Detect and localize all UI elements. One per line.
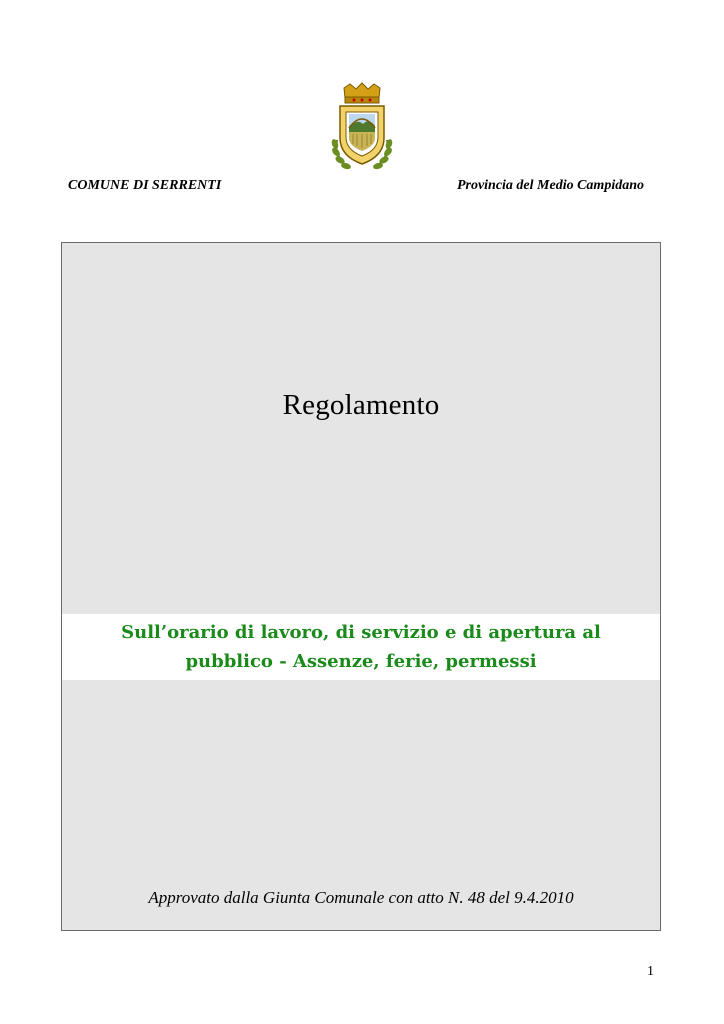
province-name: Provincia del Medio Campidano (456, 178, 644, 193)
municipality-name: COMUNE DI SERRENTI (68, 178, 222, 193)
subtitle-band (62, 614, 660, 680)
page-number: 1 (647, 964, 654, 979)
approval-note: Approvato dalla Giunta Comunale con atto N. 48 del 9.4.2010 (148, 888, 574, 907)
document-subtitle: Sull’orario di lavoro, di servizio e di apertura al pubblico - Assenze, ferie, permessi (121, 622, 601, 672)
coat-of-arms-icon (327, 82, 397, 174)
cover-panel (61, 242, 661, 931)
document-title: Regolamento (282, 389, 440, 421)
